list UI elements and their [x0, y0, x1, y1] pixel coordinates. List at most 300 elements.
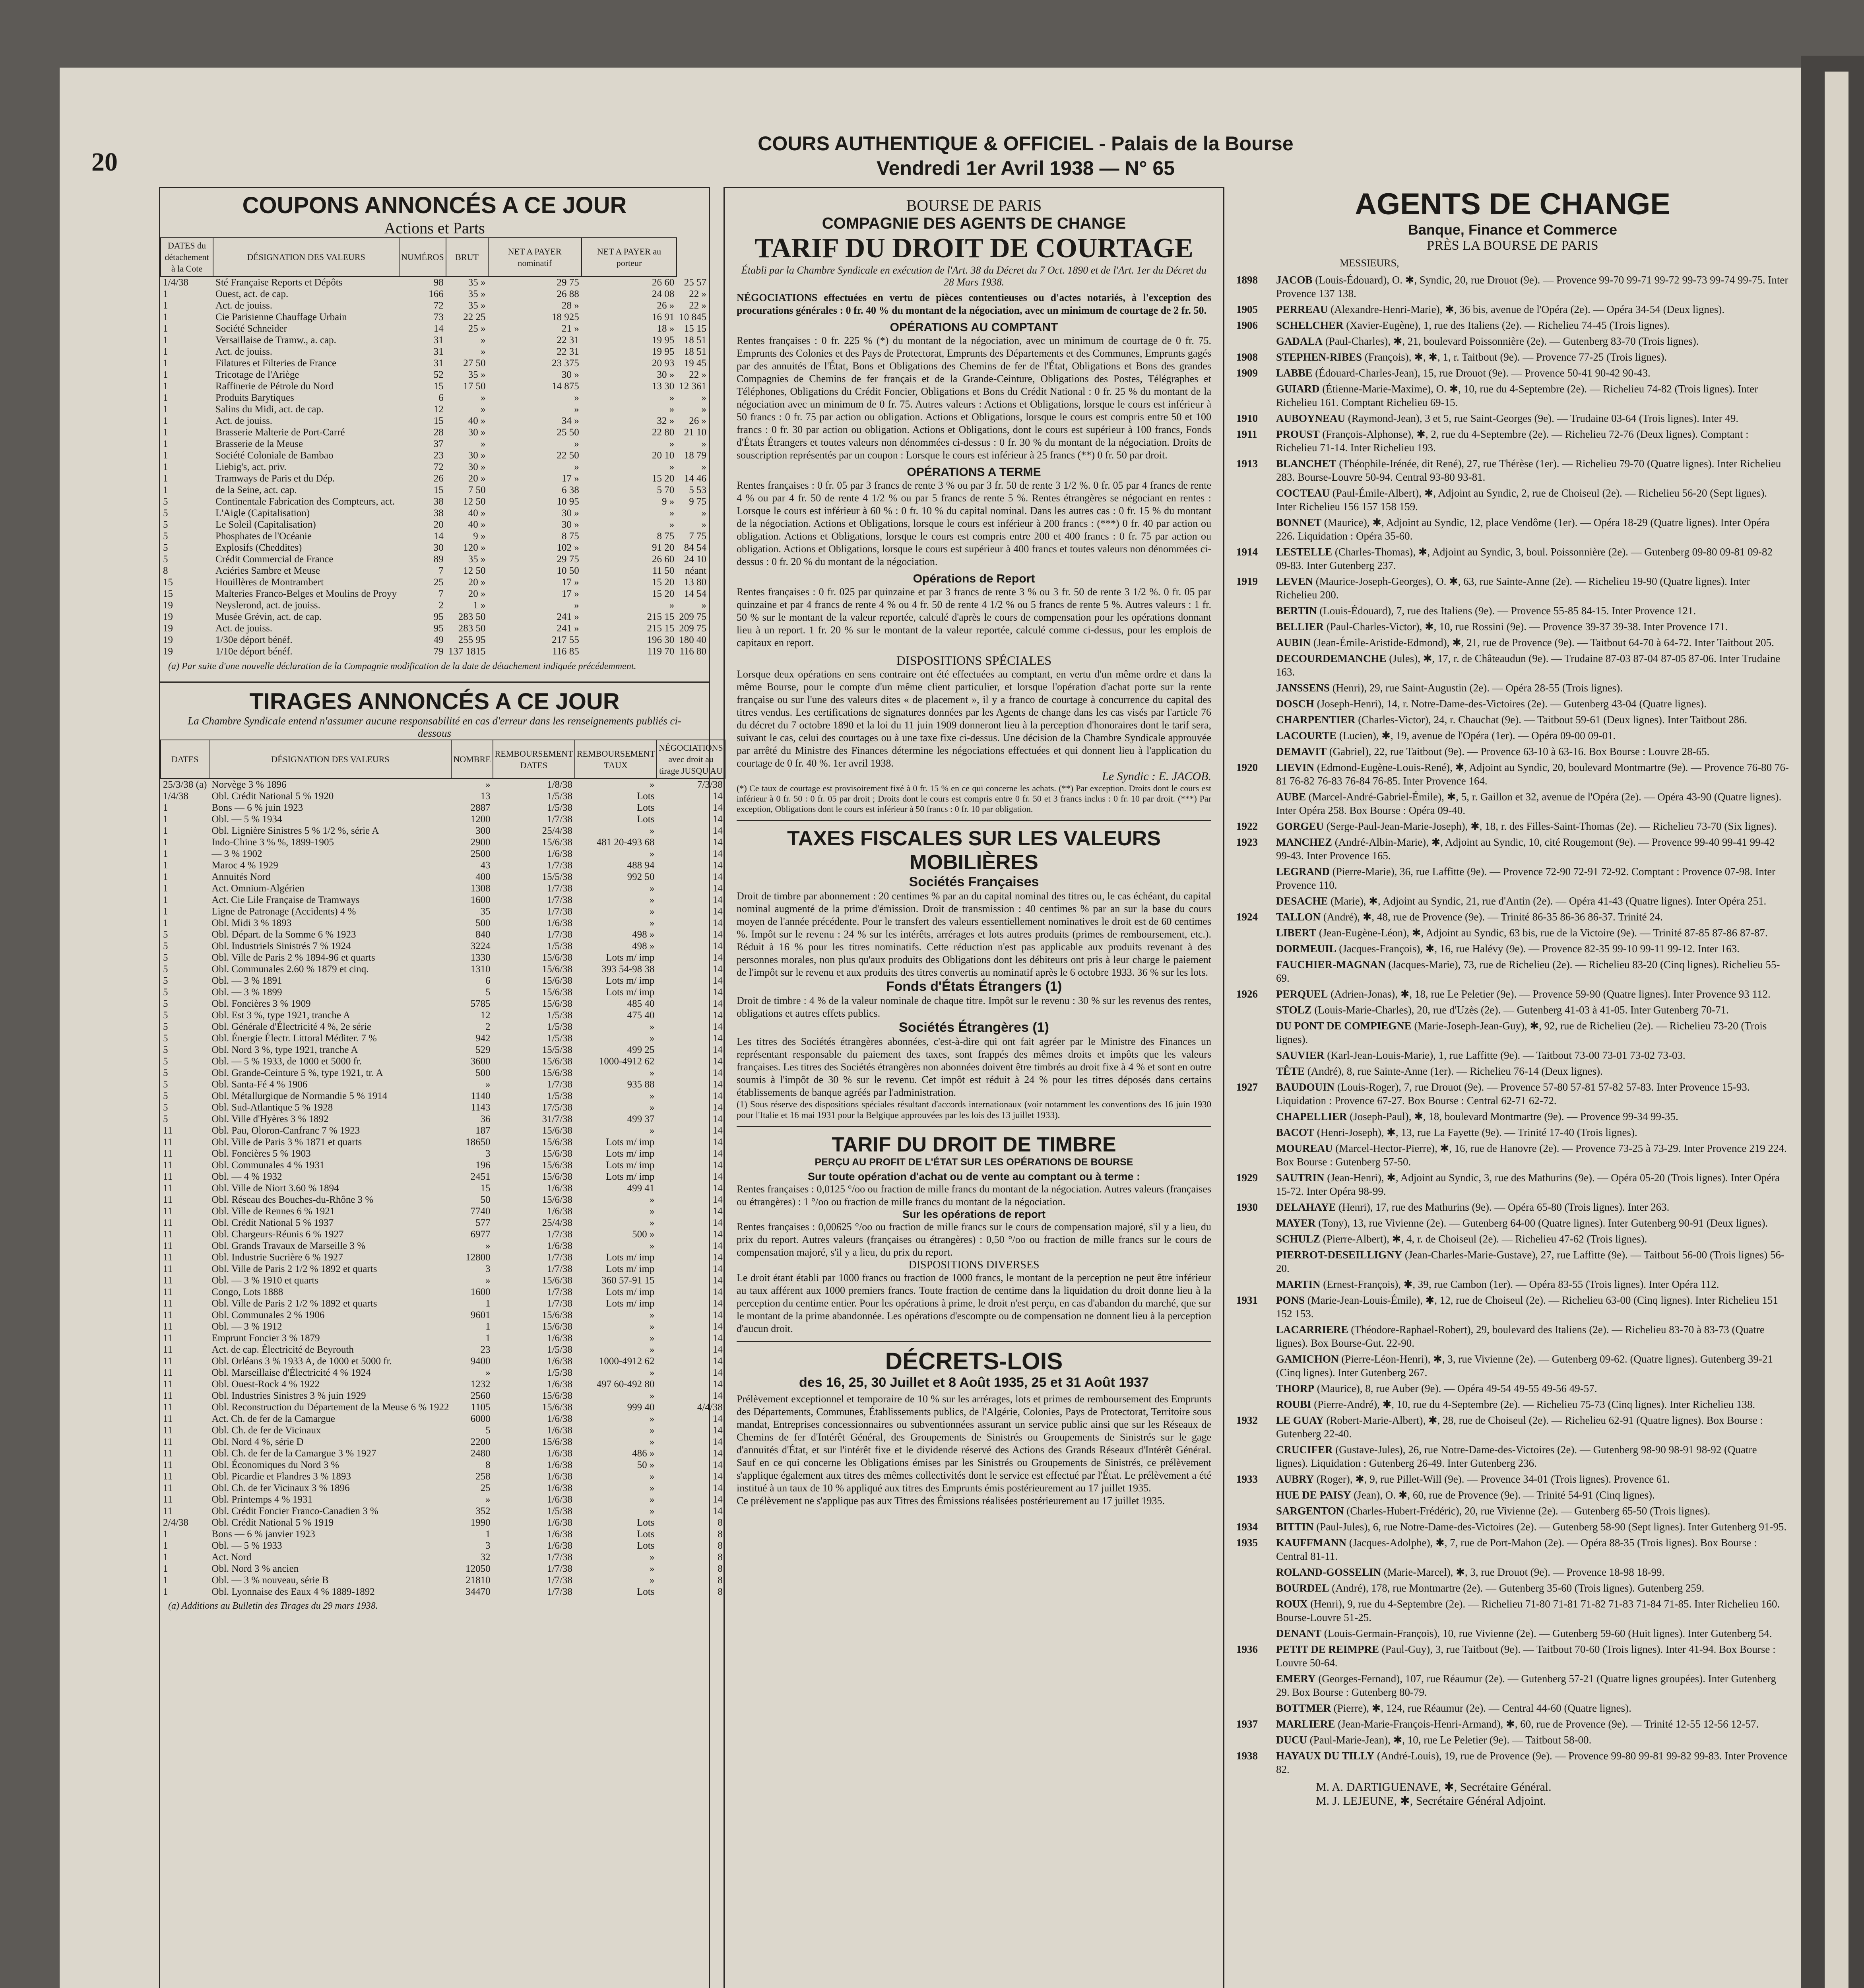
agent-entry	[1236, 366, 1789, 380]
table-cell: 1	[163, 1575, 168, 1586]
table-cell: 11	[163, 1125, 173, 1136]
table-cell: Maroc 4 % 1929	[211, 860, 278, 871]
agent-year: 1934	[1236, 1521, 1258, 1533]
courtage-kicker: BOURSE DE PARIS	[906, 196, 1042, 214]
agent-year: 1911	[1236, 428, 1257, 440]
secretary-2: M. J. LEJEUNE, ✱, Secrétaire Général Adjoint.	[1316, 1794, 1546, 1807]
table-cell: Lots m/ imp	[606, 1148, 655, 1159]
table-cell: Obl. Ch. de fer de la Camargue 3 % 1927	[211, 1448, 376, 1459]
agent-name: ROLAND-GOSSELIN	[1276, 1566, 1381, 1578]
agent-entry	[1236, 1701, 1789, 1715]
table-cell: Obl. — 3 % 1899	[211, 987, 282, 998]
agent-name: COCTEAU	[1276, 487, 1330, 499]
agent-year: 1913	[1236, 458, 1258, 470]
table-cell: 26 60	[652, 277, 675, 288]
table-cell: 11	[163, 1390, 173, 1401]
table-cell: Lots m/ imp	[606, 1171, 655, 1182]
agent-entry	[1236, 273, 1789, 300]
table-row	[161, 392, 709, 404]
table-cell: Act. Ch. de fer de la Camargue	[211, 1413, 335, 1424]
table-cell: 14	[712, 1264, 723, 1274]
agent-year: 1937	[1236, 1718, 1258, 1730]
table-cell: Act. Omnium-Algérien	[211, 883, 305, 894]
table-cell: 14	[712, 1056, 723, 1067]
table-cell: Bons — 6 % janvier 1923	[211, 1529, 315, 1540]
table-cell: 9 »	[661, 496, 675, 507]
table-cell: 25 »	[468, 323, 486, 334]
table-cell: 1/6/38	[547, 848, 572, 859]
agent-name: BLANCHET	[1276, 458, 1336, 470]
agent-detail: (Louis-Germain-François), 10, rue Vivienne (2e). — Gutenberg 59-60 (Huit lignes). Inter Gutenberg 54.	[1324, 1627, 1772, 1639]
agent-detail: (Étienne-Marie-Maxime), O. ✱, 10, rue du 4-Septembre (2e). — Richelieu 74-82 (Trois lignes). Inter Richelieu 161. Comptant Richelieu 69-15.	[1276, 383, 1758, 408]
table-cell: Obl. — 3 % nouveau, série B	[211, 1575, 329, 1586]
table-cell: 5	[163, 496, 168, 507]
table-cell: 19	[163, 623, 173, 634]
table-cell: 14	[712, 987, 723, 998]
table-cell: 11	[163, 1471, 173, 1482]
table-cell: 1	[163, 485, 168, 495]
table-cell: Brasserie de la Meuse	[215, 439, 303, 449]
table-cell: 35 »	[468, 289, 486, 299]
table-cell: 14	[433, 323, 444, 334]
comptant-heading: OPÉRATIONS AU COMPTANT	[890, 321, 1058, 334]
table-cell: 1140	[471, 1091, 491, 1101]
agents-list	[1236, 273, 1789, 1776]
table-cell: 1	[163, 358, 168, 369]
table-cell: 15/6/38	[542, 1125, 572, 1136]
table-cell: 15/5/38	[542, 872, 572, 882]
agent-detail: (Paul-Jules), 6, rue Notre-Dame-des-Victoires (2e). — Gutenberg 58-90 (Sept lignes). Inter Gutenberg 91-95.	[1316, 1521, 1787, 1533]
table-cell: 14	[712, 1425, 723, 1436]
agent-entry	[1236, 1019, 1789, 1046]
table-cell: 14	[712, 1021, 723, 1032]
agent-detail: (Jean-Eugène-Léon), ✱, Adjoint au Syndic, 63 bis, rue de la Victoire (9e). — Trinité 87-85 87-86 87-87.	[1319, 927, 1768, 939]
table-cell: Obl. — 3 % 1910 et quarts	[211, 1275, 319, 1286]
table-row	[161, 1067, 725, 1079]
agent-entry	[1236, 412, 1789, 425]
table-cell: 35 »	[468, 554, 486, 565]
table-cell: 5	[163, 1079, 168, 1090]
table-cell: 1/6/38	[547, 1540, 572, 1551]
agent-name: BONNET	[1276, 516, 1322, 528]
table-cell: 25	[480, 1483, 491, 1493]
table-cell: Obl. — 3 % 1912	[211, 1321, 282, 1332]
agent-detail: (Jean-Émile-Aristide-Edmond), ✱, 21, rue de Provence (9e). — Taitbout 64-70 à 64-72. Inter Taitbout 205.	[1313, 637, 1774, 648]
column-agents	[1236, 187, 1789, 1988]
table-cell: 12 50	[463, 565, 486, 576]
table-cell: 15	[433, 415, 444, 426]
table-row	[161, 1217, 725, 1229]
table-cell: Versaillaise de Tramw., a. cap.	[215, 335, 336, 346]
table-cell: Obl. Crédit Foncier Franco-Canadien 3 %	[211, 1506, 378, 1516]
table-row	[161, 802, 725, 813]
table-cell: 1200	[470, 814, 491, 825]
agent-name: LACARRIERE	[1276, 1324, 1348, 1336]
agent-detail: (Lucien), ✱, 19, avenue de l'Opéra (1er). — Opéra 09-00 09-01.	[1339, 730, 1616, 742]
table-cell: 1/5/38	[547, 802, 572, 813]
divider	[737, 1126, 1211, 1127]
table-cell: 1/6/38	[547, 1241, 572, 1251]
agent-detail: (Marie-Marcel), ✱, 3, rue Drouot (9e). — Provence 18-98 18-99.	[1383, 1566, 1665, 1578]
agent-entry	[1236, 486, 1789, 513]
table-cell: Obl. Énergie Électr. Littoral Méditer. 7 %	[211, 1033, 377, 1044]
table-cell: 14	[712, 1114, 723, 1124]
agent-entry	[1236, 1200, 1789, 1214]
table-cell: 241 »	[557, 612, 579, 622]
table-cell: 1	[163, 1540, 168, 1551]
agent-detail: (Pierre-André), ✱, 10, rue du 4-Septembre (2e). — Richelieu 75-73 (Cinq lignes). Inter Richelieu 138.	[1314, 1398, 1755, 1410]
table-row	[161, 1425, 725, 1436]
table-cell: 14	[712, 1079, 723, 1090]
table-cell: »	[649, 1102, 655, 1113]
table-cell: 27 50	[463, 358, 486, 369]
table-cell: 1/6/38	[547, 1356, 572, 1367]
table-cell: 11	[163, 1460, 173, 1470]
table-cell: »	[481, 335, 486, 346]
table-cell: 992 50	[627, 872, 655, 882]
agent-entry	[1236, 1398, 1789, 1411]
table-cell: 1/7/38	[547, 1563, 572, 1574]
table-cell: 5	[163, 975, 168, 986]
agent-year: 1931	[1236, 1294, 1258, 1306]
table-row	[161, 837, 725, 848]
table-cell: 19	[163, 612, 173, 622]
agent-year: 1906	[1236, 319, 1258, 331]
table-cell: 11	[163, 1356, 173, 1367]
agent-entry	[1236, 1277, 1789, 1291]
table-cell: 11	[163, 1437, 173, 1447]
agent-year: 1933	[1236, 1473, 1258, 1485]
table-cell: 11	[163, 1148, 173, 1159]
table-cell: 999 40	[627, 1402, 655, 1413]
table-cell: 1	[163, 369, 168, 380]
table-cell: 1	[163, 1552, 168, 1563]
agent-entry	[1236, 1382, 1789, 1395]
table-row	[161, 1056, 725, 1067]
table-cell: Act. de cap. Électricité de Beyrouth	[211, 1344, 354, 1355]
tirages-col-header: NOMBRE	[451, 740, 493, 779]
table-cell: Lots m/ imp	[606, 1264, 655, 1274]
table-cell: 1990	[470, 1517, 491, 1528]
table-cell: 26 60	[652, 554, 675, 565]
table-cell: 14	[712, 1390, 723, 1401]
table-cell: 43	[480, 860, 491, 871]
table-cell: 1/7/38	[547, 1264, 572, 1274]
agent-name: LEGRAND	[1276, 866, 1330, 878]
table-cell: 283 50	[458, 612, 486, 622]
table-cell: 14	[712, 918, 723, 928]
table-cell: Obl. — 5 % 1934	[211, 814, 282, 825]
table-cell: 1/7/38	[547, 929, 572, 940]
table-cell: »	[649, 1413, 655, 1424]
table-row	[161, 952, 725, 963]
table-cell: Obl. Reconstruction du Département de la Meuse 6 % 1922	[211, 1402, 449, 1413]
table-cell: »	[649, 1091, 655, 1101]
table-cell: 1/7/38	[547, 1252, 572, 1263]
table-cell: 488 94	[627, 860, 655, 871]
table-row	[161, 1044, 725, 1056]
table-cell: 6977	[470, 1229, 491, 1240]
agent-detail: (Henri), 9, rue du 4-Septembre (2e). — Richelieu 71-80 71-81 71-82 71-83 71-84 71-85. Inter Richelieu 160. Bourse-Louvre 51-25.	[1276, 1598, 1780, 1623]
agent-detail: (Charles-Thomas), ✱, Adjoint au Syndic, 3, boul. Poissonnière (2e). — Gutenberg 09-80 09-81 09-82 09-83. Inter Gutenberg 237.	[1276, 546, 1773, 571]
table-cell: »	[649, 779, 655, 790]
table-cell: 14	[712, 1471, 723, 1482]
agent-entry	[1236, 604, 1789, 617]
agent-detail: (Marie-Joseph-Jean-Guy), ✱, 92, rue de Richelieu (2e). — Richelieu 73-20 (Trois lignes).	[1276, 1020, 1767, 1045]
agent-entry	[1236, 1565, 1789, 1579]
agent-name: TÊTE	[1276, 1065, 1305, 1077]
table-cell: 11	[163, 1321, 173, 1332]
table-cell: Lots m/ imp	[606, 1252, 655, 1263]
agent-year: 1905	[1236, 303, 1258, 315]
agent-detail: (Jacques-Marie), 73, rue de Richelieu (2e). — Richelieu 83-20 (Cinq lignes). Richelieu 55-69.	[1276, 959, 1780, 984]
table-cell: 30 »	[657, 369, 675, 380]
agent-year: 1938	[1236, 1750, 1258, 1762]
agent-detail: (Jacques-Adolphe), ✱, 7, rue de Port-Mahon (2e). — Opéra 88-35 (Trois lignes). Box Bourse : Central 81-11.	[1276, 1537, 1757, 1562]
table-cell: Bons — 6 % juin 1923	[211, 802, 303, 813]
table-row	[161, 1010, 725, 1021]
table-cell: 7/3/38	[697, 779, 723, 790]
table-cell: 50 »	[637, 1460, 655, 1470]
table-cell: 2480	[470, 1448, 491, 1459]
table-cell: 15/5/38	[542, 1044, 572, 1055]
taxes-etats-text: Droit de timbre : 4 % de la valeur nominale de chaque titre. Impôt sur le revenu : 30 % sur les revenus des rentes, obligations et autres effets publics.	[737, 995, 1211, 1019]
table-cell: 360 57-91 15	[601, 1275, 655, 1286]
table-cell: 38	[433, 508, 444, 518]
table-cell: 15 15	[684, 323, 706, 334]
table-row	[161, 646, 709, 657]
table-cell: 95	[433, 623, 444, 634]
agent-name: LIBERT	[1276, 927, 1317, 939]
table-cell: 95	[433, 612, 444, 622]
table-cell: 15/6/38	[542, 1148, 572, 1159]
agent-detail: (Joseph-Paul), ✱, 18, boulevard Montmartre (9e). — Provence 99-34 99-35.	[1350, 1110, 1678, 1122]
table-cell: 300	[475, 825, 491, 836]
table-cell: »	[701, 392, 706, 403]
table-cell: 840	[475, 929, 491, 940]
table-cell: Obl. Chargeurs-Réunis 6 % 1927	[211, 1229, 344, 1240]
table-cell: Houillères de Montrambert	[215, 577, 324, 588]
table-cell: 1000-4912 62	[599, 1356, 655, 1367]
table-cell: »	[649, 1471, 655, 1482]
agent-name: BAUDOUIN	[1276, 1081, 1335, 1093]
table-row	[161, 860, 725, 871]
table-cell: 31/7/38	[542, 1114, 572, 1124]
table-cell: »	[649, 1321, 655, 1332]
table-cell: 7	[438, 588, 444, 599]
table-row	[161, 1355, 725, 1367]
table-cell: 2500	[470, 848, 491, 859]
coupons-col-header: NUMÉROS	[399, 238, 446, 276]
table-cell: 14	[712, 814, 723, 825]
table-row	[161, 963, 725, 975]
agent-name: JACOB	[1276, 274, 1313, 286]
table-row	[161, 1079, 725, 1090]
agent-name: SAUTRIN	[1276, 1172, 1325, 1184]
agent-name: THORP	[1276, 1382, 1315, 1394]
table-cell: 26 »	[657, 300, 675, 311]
table-cell: Cie Parisienne Chauffage Urbain	[215, 312, 347, 322]
table-cell: »	[669, 600, 675, 611]
table-cell: Neyslerond, act. de jouiss.	[215, 600, 320, 611]
table-cell: »	[649, 1425, 655, 1436]
table-cell: 8	[485, 1460, 491, 1470]
table-cell: »	[649, 1437, 655, 1447]
agent-entry	[1236, 835, 1789, 862]
table-cell: 1/7/38	[547, 1586, 572, 1597]
header-title	[648, 131, 1403, 181]
table-row	[161, 1171, 725, 1182]
table-cell: 8	[718, 1552, 723, 1563]
agent-entry	[1236, 1126, 1789, 1139]
agent-name: AUBE	[1276, 791, 1306, 803]
agent-detail: (Roger), ✱, 9, rue Pillet-Will (9e). — Provence 34-01 (Trois lignes). Provence 61.	[1316, 1473, 1670, 1485]
table-cell: 20 »	[468, 588, 486, 599]
table-cell: 5	[163, 952, 168, 963]
table-cell: Obl. Ville de Paris 2 % 1894-96 et quarts	[211, 952, 375, 963]
agent-name: BELLIER	[1276, 621, 1324, 633]
table-row	[161, 357, 709, 369]
agent-year: 1922	[1236, 820, 1258, 832]
table-cell: 8	[718, 1529, 723, 1540]
table-cell: 1330	[470, 952, 491, 963]
table-cell: 18 »	[657, 323, 675, 334]
table-cell: 5	[163, 1021, 168, 1032]
table-cell: 15/6/38	[542, 1137, 572, 1147]
agent-entry	[1236, 1248, 1789, 1275]
table-cell: 5785	[470, 998, 491, 1009]
table-cell: 1/7/38	[547, 1575, 572, 1586]
table-cell: 5	[163, 554, 168, 565]
table-cell: Crédit Commercial de France	[215, 554, 334, 565]
agent-detail: (André-Louis), 19, rue de Provence (9e). — Provence 99-80 99-81 99-82 99-83. Inter Provence 82.	[1276, 1750, 1788, 1775]
table-cell: »	[481, 346, 486, 357]
table-cell: 7 50	[468, 485, 486, 495]
agent-name: PIERROT-DESEILLIGNY	[1276, 1249, 1402, 1261]
table-cell: 23 375	[552, 358, 579, 369]
table-cell: »	[649, 1344, 655, 1355]
table-cell: 196	[475, 1160, 491, 1171]
table-cell: Act. de jouiss.	[215, 346, 273, 357]
agent-name: PONS	[1276, 1294, 1305, 1306]
table-cell: 14	[712, 837, 723, 848]
table-cell: 22 »	[689, 289, 706, 299]
agent-detail: (Ernest-François), ✱, 39, rue Cambon (1er). — Opéra 83-55 (Trois lignes). Inter Opéra 112.	[1323, 1278, 1719, 1290]
agent-detail: (Pierre-Léon-Henri), ✱, 3, rue Vivienne (2e). — Gutenberg 09-62. (Quatre lignes). Gutenberg 39-21 (Cinq lignes). Inter Gutenberg 267.	[1276, 1353, 1773, 1378]
table-cell: 22 »	[689, 369, 706, 380]
table-cell: 14	[712, 1010, 723, 1021]
table-cell: 14	[712, 1125, 723, 1136]
agent-detail: (André), 8, rue Sainte-Anne (1er). — Richelieu 76-14 (Deux lignes).	[1307, 1065, 1603, 1077]
table-cell: 14	[712, 1437, 723, 1447]
table-row	[161, 1448, 725, 1459]
table-cell: 498 »	[632, 929, 655, 940]
table-cell: 5	[163, 1068, 168, 1078]
table-cell: »	[649, 1506, 655, 1516]
table-cell: 11	[163, 1264, 173, 1274]
table-cell: 137 1815	[448, 646, 486, 657]
table-cell: 1	[163, 335, 168, 346]
table-cell: 15/6/38	[542, 1068, 572, 1078]
table-cell: Obl. Communales 2 % 1906	[211, 1310, 325, 1320]
table-cell: 17 50	[463, 381, 486, 392]
agent-entry	[1236, 942, 1789, 955]
timbre-t2: Rentes françaises : 0,00625 °/oo ou fraction de mille francs sur le cours de compensation majoré, s'il y a lieu, du prix du report. Autres valeurs (françaises ou étrangères) : 0,50 °/oo ou fraction de mille francs sur le cours de compensation majoré, s'il y a lieu, du prix du report.	[737, 1221, 1211, 1258]
agent-name: LESTELLE	[1276, 546, 1333, 558]
table-cell: 3	[485, 1148, 491, 1159]
table-cell: 18650	[466, 1137, 491, 1147]
table-cell: »	[485, 1494, 491, 1505]
table-cell: 36	[480, 1114, 491, 1124]
table-row	[161, 346, 709, 357]
table-cell: 29 75	[557, 554, 579, 565]
table-cell: Explosifs (Cheddites)	[215, 542, 302, 553]
table-cell: 6 38	[562, 485, 579, 495]
table-cell: Obl. Ville de Niort 3.60 % 1894	[211, 1183, 339, 1194]
agent-year: 1914	[1236, 546, 1258, 558]
table-cell: 14	[712, 1448, 723, 1459]
agent-name: JANSSENS	[1276, 682, 1330, 694]
agent-entry	[1236, 894, 1789, 908]
agent-entry	[1236, 761, 1789, 788]
tirages-col-header: REMBOURSEMENT DATES	[493, 740, 575, 779]
table-cell: 14	[712, 802, 723, 813]
table-cell: 1	[163, 1563, 168, 1574]
table-cell: 11	[163, 1367, 173, 1378]
table-cell: 11	[163, 1287, 173, 1297]
table-cell: Obl. Marseillaise d'Électricité 4 % 1924	[211, 1367, 371, 1378]
table-cell: 1/10e déport bénéf.	[215, 646, 293, 657]
table-cell: Obl. Crédit National 5 % 1919	[211, 1517, 334, 1528]
table-cell: 14	[712, 1091, 723, 1101]
table-cell: Lots m/ imp	[606, 1287, 655, 1297]
table-cell: 1/6/38	[547, 1183, 572, 1194]
table-cell: 25 57	[684, 277, 706, 288]
agent-entry	[1236, 1749, 1789, 1776]
table-cell: Malteries Franco-Belges et Moulins de Proyy	[215, 588, 397, 599]
courtage-intro: NÉGOCIATIONS effectuées en vertu de pièces contentieuses ou d'actes notariés, à l'exception des procurations générales : 0 fr. 40 % du montant de la négociation, avec un minimum de courtage de 2 fr. 50.	[737, 292, 1211, 316]
table-cell: 15/6/38	[542, 1390, 572, 1401]
table-cell: »	[649, 1068, 655, 1078]
table-cell: 352	[475, 1506, 491, 1516]
table-cell: 11	[163, 1425, 173, 1436]
table-cell: 21810	[466, 1575, 491, 1586]
table-cell: 14	[712, 1252, 723, 1263]
table-cell: Obl. Industrie Sucrière 6 % 1927	[211, 1252, 343, 1263]
table-cell: 5	[163, 1102, 168, 1113]
agent-name: BITTIN	[1276, 1521, 1314, 1533]
table-cell: 2900	[470, 837, 491, 848]
table-cell: 14	[712, 1217, 723, 1228]
table-cell: Lots m/ imp	[606, 975, 655, 986]
table-cell: 72	[433, 462, 444, 472]
table-cell: 5	[163, 1114, 168, 1124]
table-cell: 1000-4912 62	[599, 1056, 655, 1067]
table-cell: 10 50	[557, 565, 579, 576]
table-cell: de la Seine, act. cap.	[215, 485, 297, 495]
table-row	[161, 1021, 725, 1033]
table-cell: 5	[485, 987, 491, 998]
table-cell: Obl. Lyonnaise des Eaux 4 % 1889-1892	[211, 1586, 375, 1597]
table-cell: 35 »	[468, 300, 486, 311]
table-cell: 15 20	[652, 588, 675, 599]
table-cell: 1	[485, 1333, 491, 1343]
table-cell: »	[649, 906, 655, 917]
table-cell: 1/7/38	[547, 860, 572, 871]
table-row	[161, 1229, 725, 1240]
agent-name: CRUCIFER	[1276, 1444, 1333, 1456]
agent-name: LACOURTE	[1276, 730, 1337, 742]
